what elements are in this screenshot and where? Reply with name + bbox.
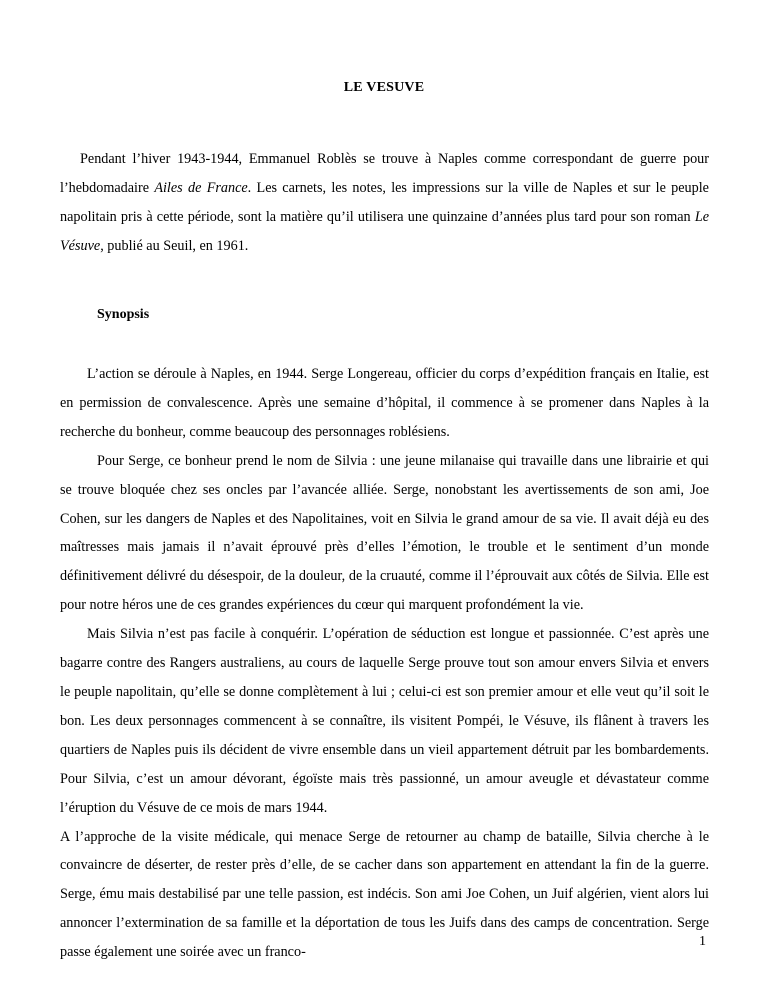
intro-paragraph [60, 145, 709, 261]
synopsis-body [60, 360, 709, 967]
intro-text-1: Pendant l’hiver 1943-1944, Emmanuel Roblès se trouve à Naples comme correspondant de guerre pour l’hebdomadaire [60, 151, 709, 196]
novel-title: Le Vésuve [60, 208, 709, 254]
document-title: LE VESUVE [343, 80, 425, 95]
synopsis-paragraph-1: L’action se déroule à Naples, en 1944. Serge Longereau, officier du corps d’expédition français en Italie, est en permission de convalescence. Après une semaine d’hôpital, il commence à se promener dans Naples à la recherche du bonheur, comme beaucoup des personnages roblésiens. [60, 366, 709, 440]
intro-text-2: . Les carnets, les notes, les impressions sur la ville de Naples et sur le peuple napolitain pris à cette période, sont la matière qu’il utilisera une quinzaine d’années plus tard pour son roman [60, 179, 709, 225]
synopsis-paragraph-4: A l’approche de la visite médicale, qui menace Serge de retourner au champ de bataille, Silvia cherche à le convaincre de déserter, de rester près d’elle, de se cacher dans son appartement en attendant la fin de la guerre. Serge, ému mais destabilisé par une telle passion, est indécis. Son ami Joe Cohen, un Juif algérien, vient alors lui annoncer l’extermination de sa famille et la déportation de tous les Juifs dans des camps de concentration. Serge passe également une soirée avec un franco- [60, 828, 709, 961]
synopsis-paragraph-3: Mais Silvia n’est pas facile à conquérir. L’opération de séduction est longue et passionnée. C’est après une bagarre contre des Rangers australiens, au cours de laquelle Serge prouve tout son amour envers Silvia et envers le peuple napolitain, qu’elle se donne complètement à lui ; celui-ci est son premier amour et elle veut qu’il soit le bon. Les deux personnages commencent à se connaître, ils visitent Pompéi, le Vésuve, ils flânent à travers les quartiers de Naples puis ils décident de vivre ensemble dans un vieil appartement détruit par les bombardements. Pour Silvia, c’est un amour dévorant, égoïste mais très passionné, un amour aveugle et dévastateur comme l’éruption du Vésuve de ce mois de mars 1944. [60, 626, 709, 816]
synopsis-heading: Synopsis [97, 307, 150, 322]
synopsis-paragraph-2: Pour Serge, ce bonheur prend le nom de Silvia : une jeune milanaise qui travaille dans une librairie et qui se trouve bloquée chez ses oncles par l’avancée alliée. Serge, nonobstant les avertissements de son ami, Joe Cohen, sur les dangers de Naples et des Napolitaines, voit en Silvia le grand amour de sa vie. Il avait déjà eu des maîtresses mais jamais il n’avait éprouvé près d’elles l’émotion, le trouble et le sentiment d’un monde définitivement délivré du désespoir, de la douleur, de la cruauté, comme il l’éprouvait aux côtés de Silvia. Elle est pour notre héros une de ces grandes expériences du cœur qui marquent profondément la vie. [60, 452, 709, 614]
page-number: 1 [699, 934, 706, 949]
magazine-title: Ailes de France [154, 179, 248, 196]
intro-text-3: , publié au Seuil, en 1961. [100, 237, 249, 254]
